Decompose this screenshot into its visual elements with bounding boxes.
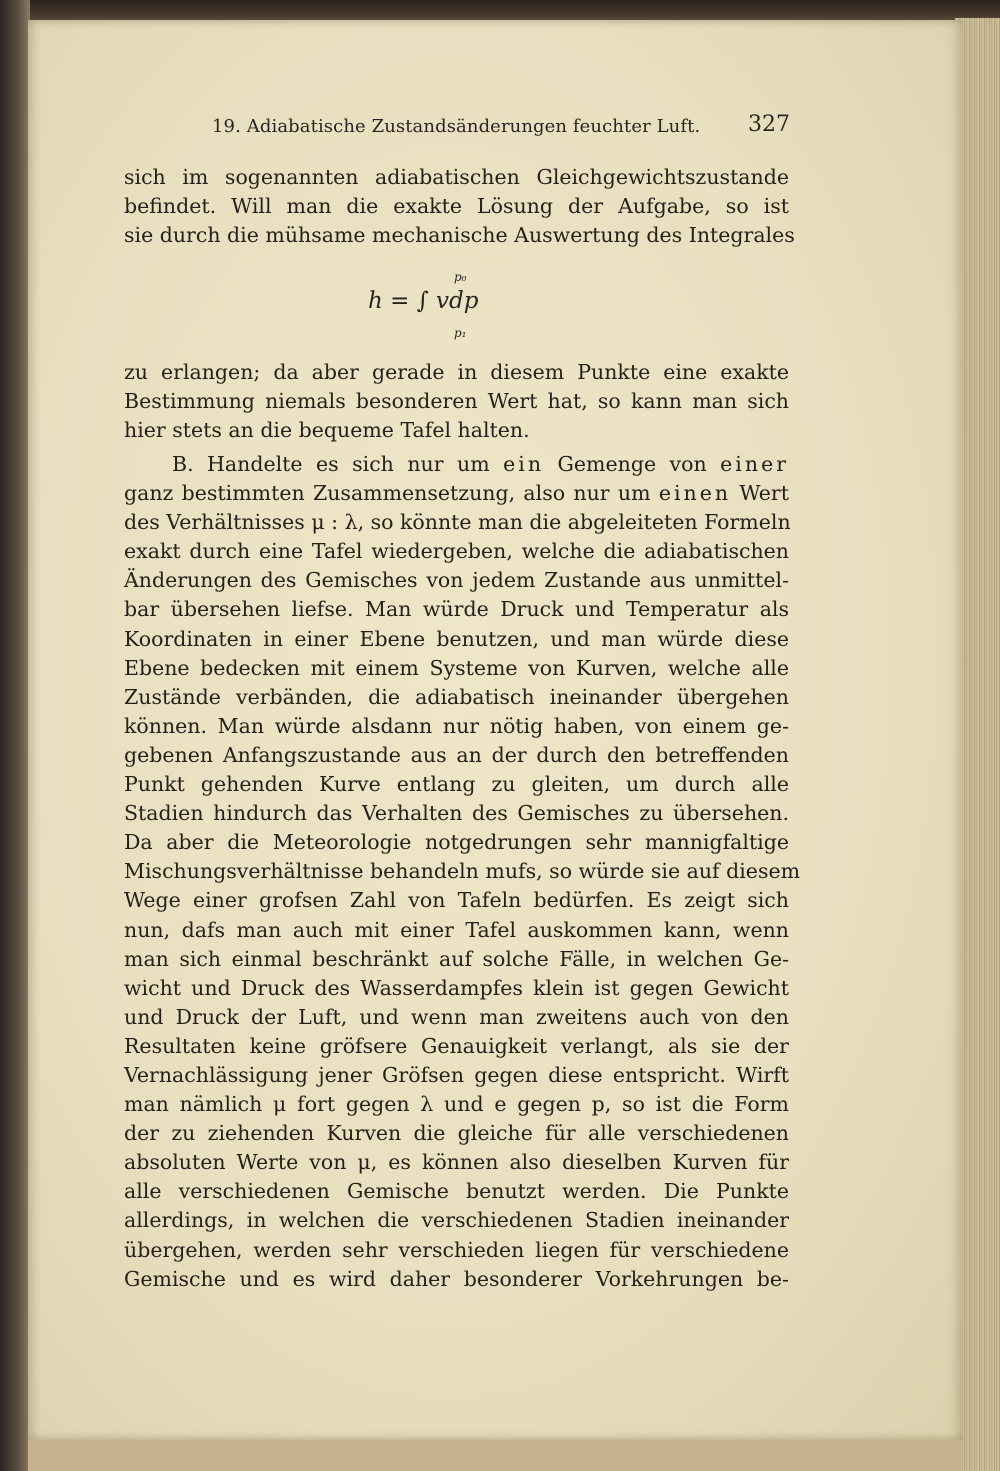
text-line: hier stets an die bequeme Tafel halten. [124, 418, 530, 443]
text-line: und Druck der Luft, und wenn man zweitens auch von den [124, 1004, 789, 1029]
text-run: Gemenge von [557, 452, 707, 476]
text-run: B. Handelte es sich nur um [172, 452, 490, 476]
text-line: Punkt gehenden Kurve entlang zu gleiten, um durch alle [124, 772, 789, 797]
text-line: bar übersehen liefse. Man würde Druck und Temperatur als [124, 597, 789, 622]
text-line: des Verhältnisses μ : λ, so könnte man die abgeleiteten Formeln [124, 510, 791, 535]
text-line: wicht und Druck des Wasserdampfes klein ist gegen Gewicht [124, 975, 789, 1000]
text-line: exakt durch eine Tafel wiedergeben, welche die adiabatischen [124, 539, 789, 564]
emphasized-word: ein [503, 452, 545, 476]
text-line [124, 450, 789, 479]
integral-lower-limit: p₁ [454, 326, 467, 340]
text-line: Koordinaten in einer Ebene benutzen, und man würde diese [124, 626, 789, 651]
text-line: nun, dafs man auch mit einer Tafel auskommen kann, wenn [124, 917, 789, 942]
text-line: Vernachlässigung jener Gröfsen gegen diese entspricht. Wirft [124, 1062, 789, 1087]
text-line: gebenen Anfangszustande aus an der durch den betreffenden [124, 742, 789, 767]
page-stack-bottom [28, 1440, 963, 1471]
text-line: übergehen, werden sehr verschieden liegen für verschiedene [124, 1237, 789, 1262]
book-binding-left [0, 0, 30, 1471]
text-line: man sich einmal beschränkt auf solche Fälle, in welchen Ge- [124, 946, 789, 971]
emphasized-word: einer [720, 452, 789, 476]
page-number: 327 [748, 112, 790, 137]
running-header [212, 112, 790, 142]
text-line: allerdings, in welchen die verschiedenen Stadien ineinander [124, 1208, 789, 1233]
text-line: Änderungen des Gemisches von jedem Zustande aus unmittel- [124, 568, 789, 593]
text-line: der zu ziehenden Kurven die gleiche für alle verschiedenen [124, 1121, 789, 1146]
text-line [124, 479, 789, 508]
text-line: zu erlangen; da aber gerade in diesem Punkte eine exakte [124, 360, 789, 384]
text-line: Zustände verbänden, die adiabatisch ineinander übergehen [124, 684, 789, 709]
text-line: befindet. Will man die exakte Lösung der Aufgabe, so ist [124, 194, 789, 219]
text-line: alle verschiedenen Gemische benutzt werden. Die Punkte [124, 1179, 789, 1204]
text-run: Wert [739, 481, 789, 506]
emphasized-word: einen [658, 481, 732, 506]
text-line: man nämlich μ fort gegen λ und e gegen p, so ist die Form [124, 1092, 789, 1117]
text-line: können. Man würde alsdann nur nötig haben, von einem ge- [124, 713, 789, 738]
text-line: Resultaten keine gröfsere Genauigkeit verlangt, als sie der [124, 1033, 789, 1058]
paragraph-3 [124, 450, 801, 1294]
integral-upper-limit: p₀ [454, 270, 467, 284]
integral-expression: h = ∫ vdp [368, 288, 479, 314]
text-line: Gemische und es wird daher besonderer Vorkehrungen be- [124, 1266, 789, 1291]
text-line: sich im sogenannten adiabatischen Gleichgewichtszustande [124, 165, 789, 189]
integral-formula [368, 268, 518, 348]
text-line: absoluten Werte von μ, es können also dieselben Kurven für [124, 1150, 789, 1175]
text-line: Da aber die Meteorologie notgedrungen sehr mannigfaltige [124, 830, 789, 855]
paragraph-2 [124, 358, 789, 445]
text-line: Mischungsverhältnisse behandeln mufs, so würde sie auf diesem [124, 859, 801, 884]
text-line: Wege einer grofsen Zahl von Tafeln bedürfen. Es zeigt sich [124, 888, 789, 913]
text-line: Ebene bedecken mit einem Systeme von Kurven, welche alle [124, 655, 789, 680]
paragraph-1 [124, 163, 795, 250]
text-line: sie durch die mühsame mechanische Auswertung des Integrales [124, 223, 795, 248]
text-run: ganz bestimmten Zusammensetzung, also nur um [124, 481, 651, 506]
text-line: Stadien hindurch das Verhalten des Gemisches zu übersehen. [124, 801, 789, 826]
chapter-title: 19. Adiabatische Zustandsänderungen feuchter Luft. [212, 116, 701, 137]
text-line: Bestimmung niemals besonderen Wert hat, so kann man sich [124, 389, 789, 414]
